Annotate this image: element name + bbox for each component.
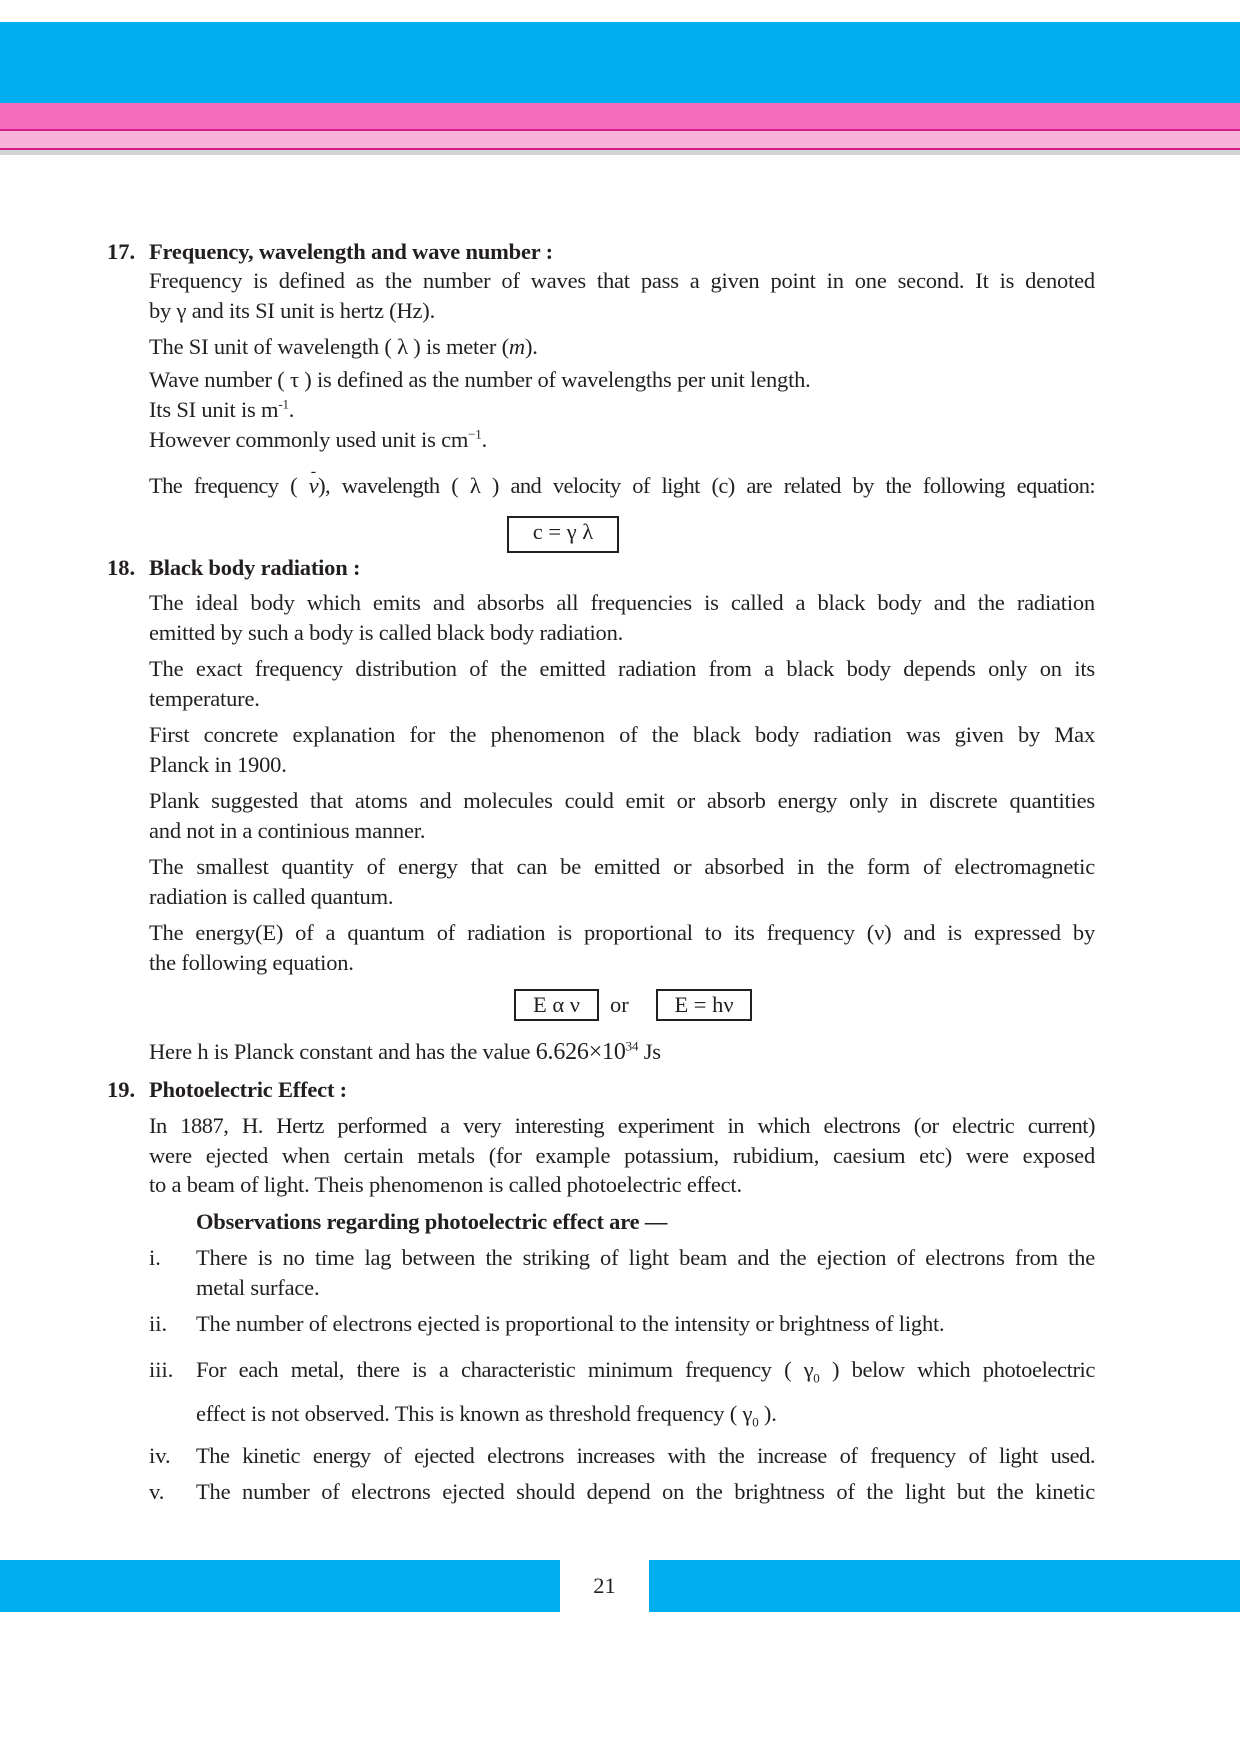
text: .	[481, 427, 488, 452]
paragraph-line: The energy(E) of a quantum of radiation is proportional to its frequency (ν) and is expressed by	[149, 920, 1095, 945]
superscript: −1	[468, 426, 482, 442]
paragraph-line: and not in a continious manner.	[149, 818, 426, 843]
list-marker: ii.	[149, 1311, 168, 1336]
text: ).	[524, 334, 538, 359]
text: The frequency (	[149, 473, 309, 498]
paragraph-line: Planck in 1900.	[149, 752, 287, 777]
unit-symbol: m	[508, 334, 525, 359]
equation-box: c = γ λ	[507, 516, 619, 553]
text: effect is not observed. This is known as threshold frequency ( γ	[196, 1401, 753, 1426]
planck-value: 6.626×10	[535, 1039, 626, 1065]
unit: Js	[638, 1039, 661, 1064]
text: ), wavelength ( λ ) and velocity of light (c) are related by the following equation:	[318, 473, 1095, 498]
list-item-line: The number of electrons ejected should depend on the brightness of the light but the kinetic	[196, 1479, 1095, 1504]
paragraph-line: First concrete explanation for the phenomenon of the black body radiation was given by Max	[149, 722, 1095, 747]
paragraph-line	[149, 1039, 661, 1065]
section-number: 17.	[107, 239, 136, 264]
header-pink-band	[0, 103, 1240, 129]
text: However commonly used unit is cm	[149, 427, 469, 452]
paragraph-line	[149, 427, 487, 453]
list-marker: i.	[149, 1245, 161, 1270]
list-item-line: There is no time lag between the striking of light beam and the ejection of electrons from the	[196, 1245, 1095, 1270]
paragraph-line: radiation is called quantum.	[149, 884, 394, 909]
nu-bar-symbol: - ν	[309, 473, 318, 499]
text: ) below which photoelectric	[819, 1357, 1095, 1382]
paragraph-line	[149, 473, 1095, 499]
paragraph-line	[149, 334, 538, 360]
text: .	[288, 397, 295, 422]
paragraph-line	[149, 397, 294, 423]
list-item-line	[196, 1401, 777, 1430]
paragraph-line: emitted by such a body is called black body radiation.	[149, 620, 624, 645]
footer-blue-bar-right	[649, 1560, 1240, 1612]
paragraph-line: to a beam of light. Theis phenomenon is called photoelectric effect.	[149, 1172, 742, 1197]
paragraph-line: Plank suggested that atoms and molecules could emit or absorb energy only in discrete quantities	[149, 788, 1095, 813]
equation-box-energy: E = hν	[656, 989, 752, 1021]
list-marker: iv.	[149, 1443, 171, 1468]
paragraph-line: were ejected when certain metals (for example potassium, rubidium, caesium etc) were exposed	[149, 1143, 1095, 1168]
paragraph-line: The ideal body which emits and absorbs all frequencies is called a black body and the radiation	[149, 590, 1095, 615]
paragraph-line: The exact frequency distribution of the emitted radiation from a black body depends only on its	[149, 656, 1095, 681]
paragraph-line: Frequency is defined as the number of waves that pass a given point in one second. It is denoted	[149, 268, 1095, 293]
list-item-line: The number of electrons ejected is proportional to the intensity or brightness of light.	[196, 1311, 945, 1336]
superscript: 34	[625, 1038, 639, 1054]
section-title: Photoelectric Effect :	[149, 1077, 347, 1102]
text: Its SI unit is m	[149, 397, 279, 422]
list-item-line: metal surface.	[196, 1275, 320, 1300]
observations-heading: Observations regarding photoelectric effect are —	[196, 1209, 668, 1234]
paragraph-line: temperature.	[149, 686, 260, 711]
superscript: -1	[278, 396, 289, 412]
list-item-line: The kinetic energy of ejected electrons increases with the increase of frequency of light used.	[196, 1443, 1095, 1468]
subscript: 0	[813, 1370, 820, 1386]
list-item-line	[196, 1357, 1095, 1386]
paragraph-line: In 1887, H. Hertz performed a very interesting experiment in which electrons (or electric current)	[149, 1113, 1095, 1138]
text: The SI unit of wavelength ( λ ) is meter (	[149, 334, 509, 359]
section-title: Black body radiation :	[149, 555, 361, 580]
equation-or-label: or	[610, 992, 629, 1017]
subscript: 0	[752, 1414, 759, 1430]
section-number: 19.	[107, 1077, 136, 1102]
equation-box-proportional: E α ν	[514, 989, 599, 1021]
paragraph-line: the following equation.	[149, 950, 354, 975]
text: For each metal, there is a characteristic minimum frequency ( γ	[196, 1357, 814, 1382]
paragraph-line: Wave number ( τ ) is defined as the number of wavelengths per unit length.	[149, 367, 811, 392]
footer-blue-bar-left	[0, 1560, 560, 1612]
header-gray-band	[0, 150, 1240, 155]
paragraph-line: by γ and its SI unit is hertz (Hz).	[149, 298, 436, 323]
list-marker: iii.	[149, 1357, 174, 1382]
header-light-pink-band	[0, 131, 1240, 148]
page-number: 21	[593, 1573, 616, 1598]
text: Here h is Planck constant and has the value	[149, 1039, 536, 1064]
section-title: Frequency, wavelength and wave number :	[149, 239, 553, 264]
paragraph-line: The smallest quantity of energy that can be emitted or absorbed in the form of electromagnetic	[149, 854, 1095, 879]
list-marker: v.	[149, 1479, 165, 1504]
header-blue-band	[0, 22, 1240, 103]
text: ).	[758, 1401, 777, 1426]
section-number: 18.	[107, 555, 136, 580]
